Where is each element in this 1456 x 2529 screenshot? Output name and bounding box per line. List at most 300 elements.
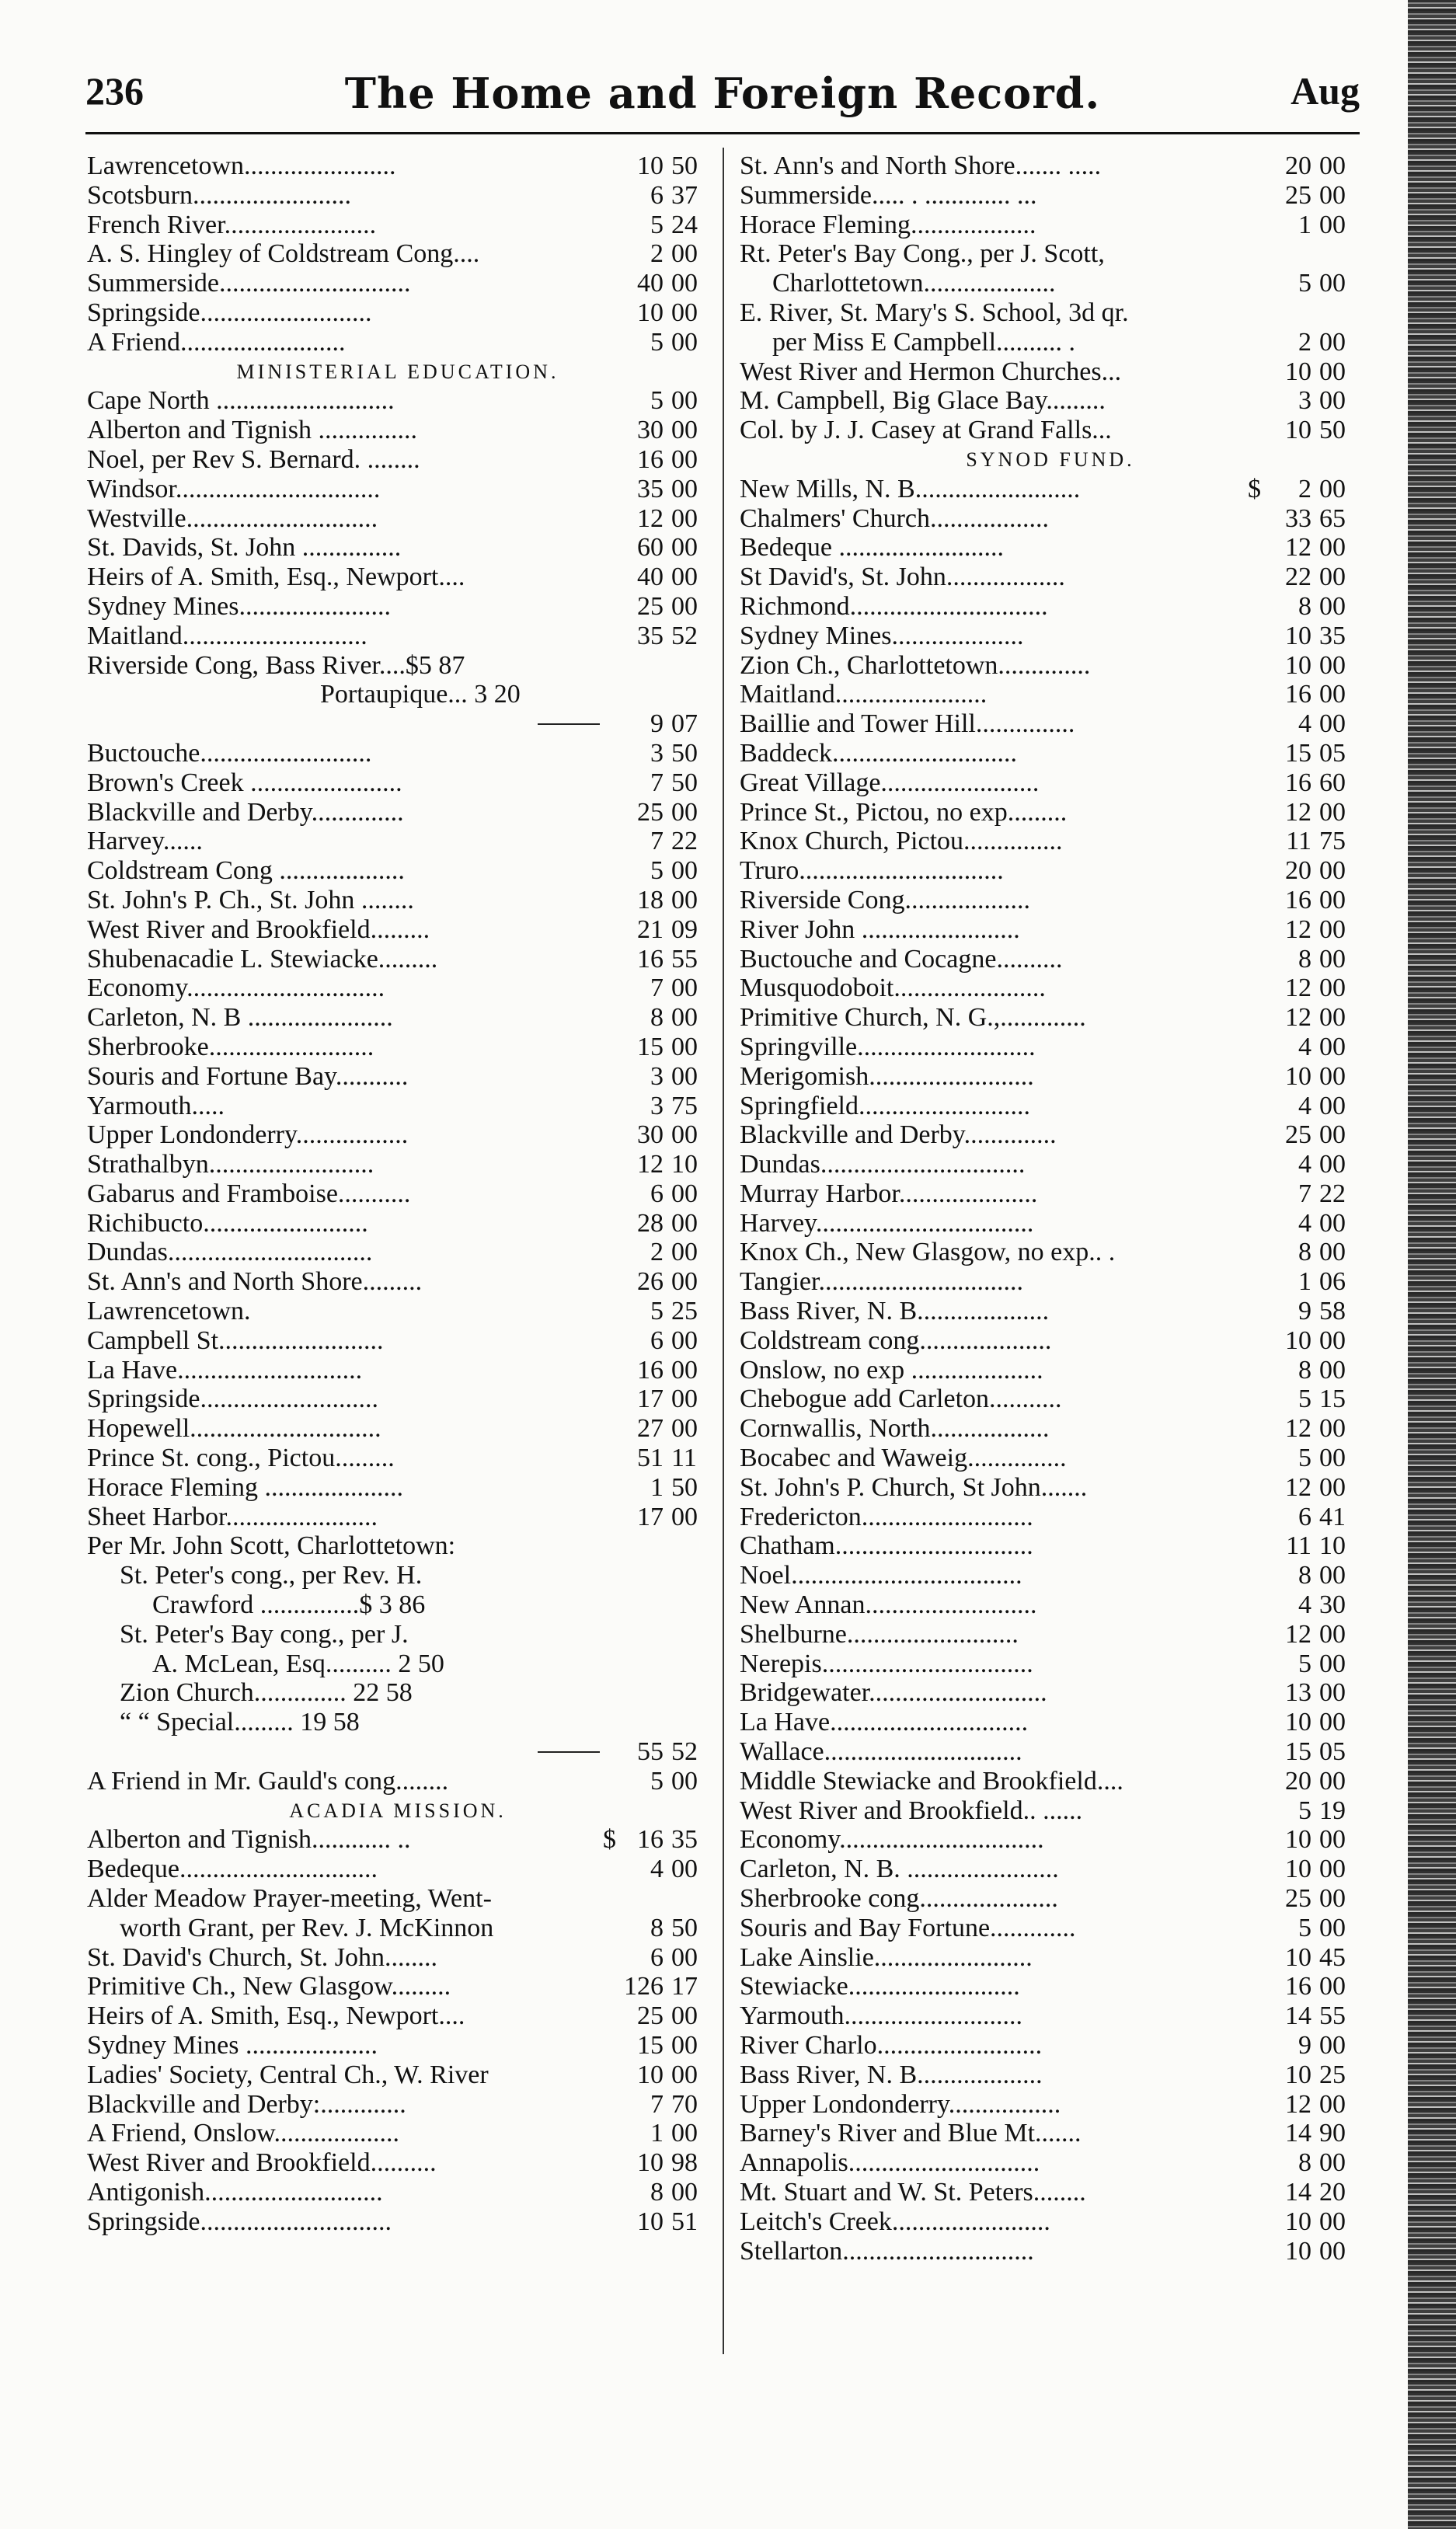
amount-cents: 07 (671, 709, 698, 739)
entry-name: Chalmers' Church.................. (740, 503, 1050, 533)
amount-cents: 00 (671, 474, 698, 503)
amount-cents: 00 (671, 1179, 698, 1208)
ledger-row (87, 563, 709, 592)
amount-dollars: 5 (650, 210, 664, 239)
amount-cents: 00 (1319, 1561, 1346, 1590)
amount-dollars: 5 (650, 386, 664, 416)
amount-dollars: 16 (637, 1825, 664, 1855)
ledger-row (87, 2001, 709, 2031)
ledger-row (740, 181, 1361, 211)
amount-cents: 00 (671, 1502, 698, 1531)
amount-dollars: 3 (650, 738, 664, 768)
entry-name: Zion Ch., Charlottetown.............. (740, 650, 1091, 680)
entry-name: Noel, per Rev S. Bernard. ........ (87, 444, 420, 474)
ledger-row (740, 1531, 1361, 1561)
entry-name: Bocabec and Waweig............... (740, 1444, 1067, 1473)
amount-cents: 00 (1319, 709, 1346, 739)
entry-name: Col. by J. J. Casey at Grand Falls... (740, 416, 1112, 445)
amount-cents: 00 (671, 2177, 698, 2207)
ledger-row (740, 651, 1361, 681)
ledger-row (740, 1326, 1361, 1356)
entry-name: St. John's P. Ch., St. John ........ (87, 885, 414, 914)
amount-dollars: 2 (650, 1238, 664, 1267)
amount-cents: 00 (671, 1003, 698, 1033)
ledger-row (740, 416, 1361, 445)
amount-dollars: 5 (1298, 1385, 1311, 1414)
entry-name: Economy............................... (740, 1825, 1044, 1855)
ledger-row (87, 1708, 709, 1737)
ledger-row (740, 827, 1361, 856)
amount-dollars: 7 (650, 2089, 664, 2119)
entry-name: Dundas............................... (87, 1238, 373, 1267)
amount-dollars: 9 (650, 709, 664, 739)
amount-dollars: 8 (1298, 1355, 1311, 1385)
amount-dollars: 12 (1285, 1003, 1311, 1033)
amount-dollars: 10 (637, 2060, 664, 2089)
amount-cents: 00 (671, 2031, 698, 2060)
entry-name: Knox Ch., New Glasgow, no exp.. . (740, 1238, 1116, 1267)
amount-dollars: 1 (1298, 1267, 1311, 1297)
entry-name: Lake Ainslie........................ (740, 1942, 1033, 1972)
amount-dollars: 7 (650, 974, 664, 1003)
amount-dollars: 12 (1285, 797, 1311, 827)
amount-dollars: 14 (1285, 2001, 1311, 2031)
entry-name: New Mills, N. B......................... (740, 474, 1081, 503)
ledger-row (740, 1209, 1361, 1238)
amount-dollars: 7 (650, 768, 664, 797)
ledger-row (740, 2031, 1361, 2060)
entry-name: Coldstream Cong ................... (87, 856, 405, 886)
ledger-row (740, 886, 1361, 915)
ledger-row (87, 886, 709, 915)
ledger-row (87, 445, 709, 475)
amount-cents: 00 (1319, 1766, 1346, 1796)
amount-cents: 00 (1319, 2089, 1346, 2119)
amount-cents: 00 (1319, 944, 1346, 974)
entry-name: Blackville and Derby:............. (87, 2089, 406, 2119)
entry-name: Chebogue add Carleton........... (740, 1385, 1062, 1414)
entry-name: Nerepis................................ (740, 1649, 1033, 1678)
amount-cents: 98 (671, 2148, 698, 2178)
ledger-row (740, 1003, 1361, 1033)
amount-cents: 15 (1319, 1385, 1346, 1414)
amount-cents: 00 (1319, 1678, 1346, 1708)
amount-dollars: 35 (637, 474, 664, 503)
ledger-row (87, 1972, 709, 2001)
ledger-row (87, 1503, 709, 1532)
entry-name: A Friend......................... (87, 327, 346, 357)
amount-cents: 05 (1319, 738, 1346, 768)
entry-name: Souris and Fortune Bay........... (87, 1061, 409, 1091)
amount-dollars: 16 (637, 944, 664, 974)
amount-cents: 00 (1319, 914, 1346, 944)
amount-dollars: 10 (1285, 357, 1311, 386)
ledger-row (740, 856, 1361, 886)
ledger-row (740, 1414, 1361, 1444)
entry-name: St. Peter's Bay cong., per J. (120, 1619, 409, 1649)
amount-cents: 52 (671, 621, 698, 650)
amount-dollars: 8 (1298, 1561, 1311, 1590)
entry-name: Truro............................... (740, 856, 1004, 886)
amount-cents: 00 (671, 591, 698, 621)
subtotal-row (87, 1737, 709, 1767)
ledger-row (740, 768, 1361, 798)
amount-cents: 00 (1319, 1325, 1346, 1355)
amount-cents: 00 (1319, 152, 1346, 180)
ledger-row (740, 680, 1361, 709)
amount-cents: 50 (671, 1913, 698, 1942)
ledger-row (740, 1796, 1361, 1826)
ledger-row (740, 152, 1361, 181)
amount-cents: 00 (1319, 1913, 1346, 1942)
amount-cents: 00 (1319, 327, 1346, 357)
dollar-sign: $ (1248, 474, 1261, 503)
header-rule (85, 132, 1360, 134)
amount-dollars: 17 (637, 1502, 664, 1531)
ledger-row (740, 1737, 1361, 1767)
ledger-row (740, 1356, 1361, 1385)
amount-dollars: 5 (650, 856, 664, 886)
ledger-row (87, 1473, 709, 1503)
amount-dollars: 4 (1298, 709, 1311, 739)
entry-name: Springside............................. (87, 2207, 392, 2236)
entry-name: Upper Londonderry................. (740, 2089, 1061, 2119)
amount-dollars: 6 (650, 1942, 664, 1972)
amount-dollars: 12 (637, 503, 664, 533)
ledger-row (740, 328, 1361, 357)
amount-dollars: 25 (1285, 1120, 1311, 1150)
ledger-row (87, 651, 709, 681)
amount-cents: 58 (1319, 1297, 1346, 1326)
amount-cents: 00 (671, 2060, 698, 2089)
ledger-row (87, 1150, 709, 1179)
amount-cents: 00 (671, 797, 698, 827)
entry-name: Westville............................. (87, 503, 378, 533)
ledger-row (740, 298, 1361, 328)
entry-name: Sydney Mines....................... (87, 591, 391, 621)
amount-cents: 00 (1319, 1649, 1346, 1678)
entry-name: Springside.......................... (87, 298, 372, 327)
ledger-row (87, 1003, 709, 1033)
entry-name: River Charlo......................... (740, 2031, 1043, 2060)
ledger-row (740, 1972, 1361, 2001)
amount-cents: 00 (1319, 1414, 1346, 1444)
entry-name: Blackville and Derby.............. (740, 1120, 1057, 1150)
amount-dollars: 25 (1285, 1884, 1311, 1914)
entry-name: Heirs of A. Smith, Esq., Newport.... (87, 563, 465, 592)
amount-dollars: 26 (637, 1267, 664, 1297)
page-month: Aug (1291, 69, 1360, 113)
amount-dollars: 27 (637, 1414, 664, 1444)
entry-name: Souris and Bay Fortune............. (740, 1913, 1076, 1942)
ledger-row (87, 533, 709, 563)
ledger-row (87, 1943, 709, 1973)
entry-name: Prince St. cong., Pictou......... (87, 1444, 395, 1473)
entry-name: Zion Church.............. 22 58 (120, 1678, 413, 1708)
amount-cents: 00 (1319, 386, 1346, 416)
amount-cents: 11 (671, 1444, 697, 1473)
amount-cents: 55 (1319, 2001, 1346, 2031)
ledger-row (87, 1531, 709, 1561)
ledger-row (740, 1179, 1361, 1209)
amount-dollars: 3 (650, 1061, 664, 1091)
amount-dollars: 12 (637, 1150, 664, 1179)
ledger-row (87, 798, 709, 827)
ledger-row (740, 269, 1361, 298)
ledger-row (740, 1062, 1361, 1092)
entry-name: West River and Brookfield.......... (87, 2148, 437, 2178)
ledger-row (87, 915, 709, 945)
entry-name: Shubenacadie L. Stewiacke......... (87, 944, 438, 974)
amount-dollars: 10 (1285, 2236, 1311, 2266)
amount-cents: 50 (1319, 416, 1346, 445)
amount-cents: 00 (671, 1355, 698, 1385)
amount-dollars: 12 (1285, 533, 1311, 563)
left-column (87, 152, 709, 2237)
amount-dollars: 10 (637, 298, 664, 327)
ledger-row (87, 945, 709, 974)
amount-dollars: 16 (637, 1355, 664, 1385)
amount-dollars: 12 (1285, 2089, 1311, 2119)
ledger-row (87, 2119, 709, 2148)
amount-dollars: 21 (637, 914, 664, 944)
entry-name: Carleton, N. B ...................... (87, 1003, 393, 1033)
entry-name: River John ........................ (740, 914, 1020, 944)
ledger-row (87, 1297, 709, 1326)
amount-dollars: 20 (1285, 152, 1311, 180)
amount-dollars: 1 (650, 1472, 664, 1502)
ledger-row (740, 386, 1361, 416)
entry-name: New Annan.......................... (740, 1590, 1037, 1620)
amount-dollars: 20 (1285, 856, 1311, 886)
entry-name: Barney's River and Blue Mt....... (740, 2119, 1082, 2148)
section-heading-text: SYNOD FUND. (966, 448, 1135, 471)
ledger-row (87, 1267, 709, 1297)
amount-cents: 00 (1319, 210, 1346, 239)
entry-name: West River and Brookfield.. ...... (740, 1796, 1083, 1825)
entry-name: Great Village........................ (740, 768, 1040, 797)
ledger-row (87, 2207, 709, 2237)
ledger-row (87, 2060, 709, 2090)
amount-dollars: 14 (1285, 2177, 1311, 2207)
amount-dollars: 12 (1285, 914, 1311, 944)
ledger-row (87, 1620, 709, 1649)
entry-name: worth Grant, per Rev. J. McKinnon (120, 1913, 494, 1942)
amount-cents: 51 (671, 2207, 698, 2236)
amount-cents: 00 (1319, 357, 1346, 386)
ledger-row (87, 1356, 709, 1385)
entry-name: A. McLean, Esq.......... 2 50 (152, 1649, 444, 1678)
ledger-row (740, 2237, 1361, 2266)
amount-cents: 25 (1319, 2060, 1346, 2089)
amount-dollars: 1 (650, 2119, 664, 2148)
entry-name: Gabarus and Framboise........... (87, 1179, 411, 1208)
amount-dollars: 55 (637, 1737, 664, 1767)
ledger-row (740, 1914, 1361, 1943)
amount-dollars: 10 (1285, 2060, 1311, 2089)
amount-dollars: 10 (1285, 1061, 1311, 1091)
amount-cents: 10 (1319, 1531, 1346, 1561)
amount-cents: 00 (1319, 1884, 1346, 1914)
amount-dollars: 12 (1285, 1472, 1311, 1502)
amount-dollars: 8 (1298, 591, 1311, 621)
amount-cents: 00 (671, 416, 698, 445)
amount-cents: 00 (671, 2001, 698, 2031)
section-heading (87, 357, 709, 387)
ledger-row (87, 1120, 709, 1150)
amount-cents: 60 (1319, 768, 1346, 797)
amount-dollars: 8 (650, 1003, 664, 1033)
entry-name: La Have.............................. (740, 1708, 1029, 1737)
amount-cents: 00 (1319, 1061, 1346, 1091)
amount-dollars: 35 (637, 621, 664, 650)
ledger-row (740, 1825, 1361, 1855)
ledger-row (740, 2001, 1361, 2031)
entry-name: Buctouche.......................... (87, 738, 372, 768)
ledger-row (87, 1855, 709, 1884)
amount-dollars: 25 (1285, 180, 1311, 210)
amount-cents: 00 (1319, 2031, 1346, 2060)
amount-cents: 50 (671, 1472, 698, 1502)
ledger-row (87, 974, 709, 1003)
amount-dollars: 4 (1298, 1091, 1311, 1120)
amount-cents: 00 (671, 856, 698, 886)
amount-dollars: 30 (637, 1120, 664, 1150)
entry-name: Springville........................... (740, 1032, 1036, 1061)
entry-name: Baddeck............................ (740, 738, 1017, 768)
ledger-row (740, 357, 1361, 387)
amount-dollars: 15 (637, 2031, 664, 2060)
entry-name: Sydney Mines.................... (740, 621, 1024, 650)
page-number: 236 (85, 69, 144, 113)
entry-name: E. River, St. Mary's S. School, 3d qr. (740, 298, 1129, 327)
ledger-row (740, 2148, 1361, 2178)
ledger-row (87, 2090, 709, 2120)
amount-dollars: 25 (637, 591, 664, 621)
amount-dollars: 8 (1298, 1238, 1311, 1267)
entry-name: Knox Church, Pictou............... (740, 827, 1063, 856)
entry-name: Fredericton.......................... (740, 1502, 1033, 1531)
amount-dollars: 12 (1285, 974, 1311, 1003)
amount-cents: 09 (671, 914, 698, 944)
amount-cents: 00 (671, 503, 698, 533)
amount-cents: 00 (1319, 1444, 1346, 1473)
entry-name: West River and Brookfield......... (87, 914, 430, 944)
ledger-row (87, 504, 709, 534)
ledger-row (740, 2119, 1361, 2148)
amount-cents: 00 (671, 563, 698, 592)
amount-cents: 00 (1319, 1150, 1346, 1179)
amount-dollars: 6 (650, 180, 664, 210)
amount-cents: 19 (1319, 1796, 1346, 1825)
amount-cents: 00 (671, 1414, 698, 1444)
subtotal-row (87, 709, 709, 739)
entry-name: A. S. Hingley of Coldstream Cong.... (87, 239, 480, 269)
amount-dollars: 10 (1285, 1325, 1311, 1355)
amount-cents: 00 (671, 1120, 698, 1150)
amount-cents: 00 (1319, 1855, 1346, 1884)
entry-name: Upper Londonderry................. (87, 1120, 409, 1150)
amount-cents: 50 (671, 738, 698, 768)
amount-dollars: 4 (1298, 1032, 1311, 1061)
amount-dollars: 10 (1285, 2207, 1311, 2236)
entry-name: Windsor............................... (87, 474, 381, 503)
entry-name: Stellarton............................. (740, 2236, 1034, 2266)
amount-dollars: 8 (650, 1913, 664, 1942)
amount-dollars: 11 (1286, 1531, 1311, 1561)
amount-cents: 00 (671, 974, 698, 1003)
amount-cents: 00 (1319, 680, 1346, 709)
ledger-row (740, 211, 1361, 240)
amount-cents: 00 (1319, 1825, 1346, 1855)
entry-name: Alder Meadow Prayer-meeting, Went- (87, 1884, 492, 1914)
entry-name: Cornwallis, North.................. (740, 1414, 1050, 1444)
amount-dollars: 6 (650, 1179, 664, 1208)
ledger-row (740, 1092, 1361, 1121)
amount-cents: 00 (1319, 533, 1346, 563)
amount-cents: 90 (1319, 2119, 1346, 2148)
amount-dollars: 1 (1298, 210, 1311, 239)
amount-dollars: 10 (637, 2148, 664, 2178)
amount-cents: 00 (1319, 1208, 1346, 1238)
entry-name: Yarmouth..... (87, 1091, 225, 1120)
ledger-row (87, 1914, 709, 1943)
amount-cents: 00 (1319, 1091, 1346, 1120)
amount-dollars: 51 (637, 1444, 664, 1473)
entry-name: Bass River, N. B.................... (740, 1297, 1050, 1326)
entry-name: Springside........................... (87, 1385, 378, 1414)
entry-name: Noel................................... (740, 1561, 1022, 1590)
ledger-row (740, 563, 1361, 592)
ledger-row (87, 2148, 709, 2178)
subtotal-dash (538, 723, 600, 725)
ledger-row (740, 1708, 1361, 1737)
amount-cents: 25 (671, 1297, 698, 1326)
entry-name: Bridgewater........................... (740, 1678, 1047, 1708)
amount-dollars: 7 (1298, 1179, 1311, 1208)
entry-name: St. Davids, St. John ............... (87, 533, 402, 563)
entry-name: Chatham.............................. (740, 1531, 1033, 1561)
amount-cents: 35 (1319, 621, 1346, 650)
ledger-row (87, 475, 709, 504)
amount-cents: 70 (671, 2089, 698, 2119)
entry-name: Riverside Cong, Bass River....$5 87 (87, 650, 465, 680)
ledger-row (87, 298, 709, 328)
amount-dollars: 5 (1298, 1649, 1311, 1678)
amount-dollars: 2 (1298, 474, 1311, 503)
amount-dollars: 16 (1285, 680, 1311, 709)
ledger-row (740, 945, 1361, 974)
entry-name: A Friend, Onslow................... (87, 2119, 400, 2148)
amount-cents: 22 (671, 827, 698, 856)
entry-name: St David's, St. John.................. (740, 563, 1065, 592)
ledger-row (87, 1590, 709, 1620)
amount-cents: 00 (671, 327, 698, 357)
ledger-row (87, 239, 709, 269)
amount-cents: 00 (1319, 797, 1346, 827)
amount-cents: 00 (1319, 563, 1346, 592)
entry-name: Antigonish........................... (87, 2177, 383, 2207)
ledger-row (740, 1620, 1361, 1649)
amount-cents: 41 (1319, 1502, 1346, 1531)
amount-cents: 00 (671, 239, 698, 269)
amount-dollars: 4 (1298, 1208, 1311, 1238)
ledger-row (740, 709, 1361, 739)
entry-name: Alberton and Tignish ............... (87, 416, 418, 445)
ledger-row (740, 1473, 1361, 1503)
amount-dollars: 10 (1285, 1825, 1311, 1855)
ledger-row (87, 1326, 709, 1356)
